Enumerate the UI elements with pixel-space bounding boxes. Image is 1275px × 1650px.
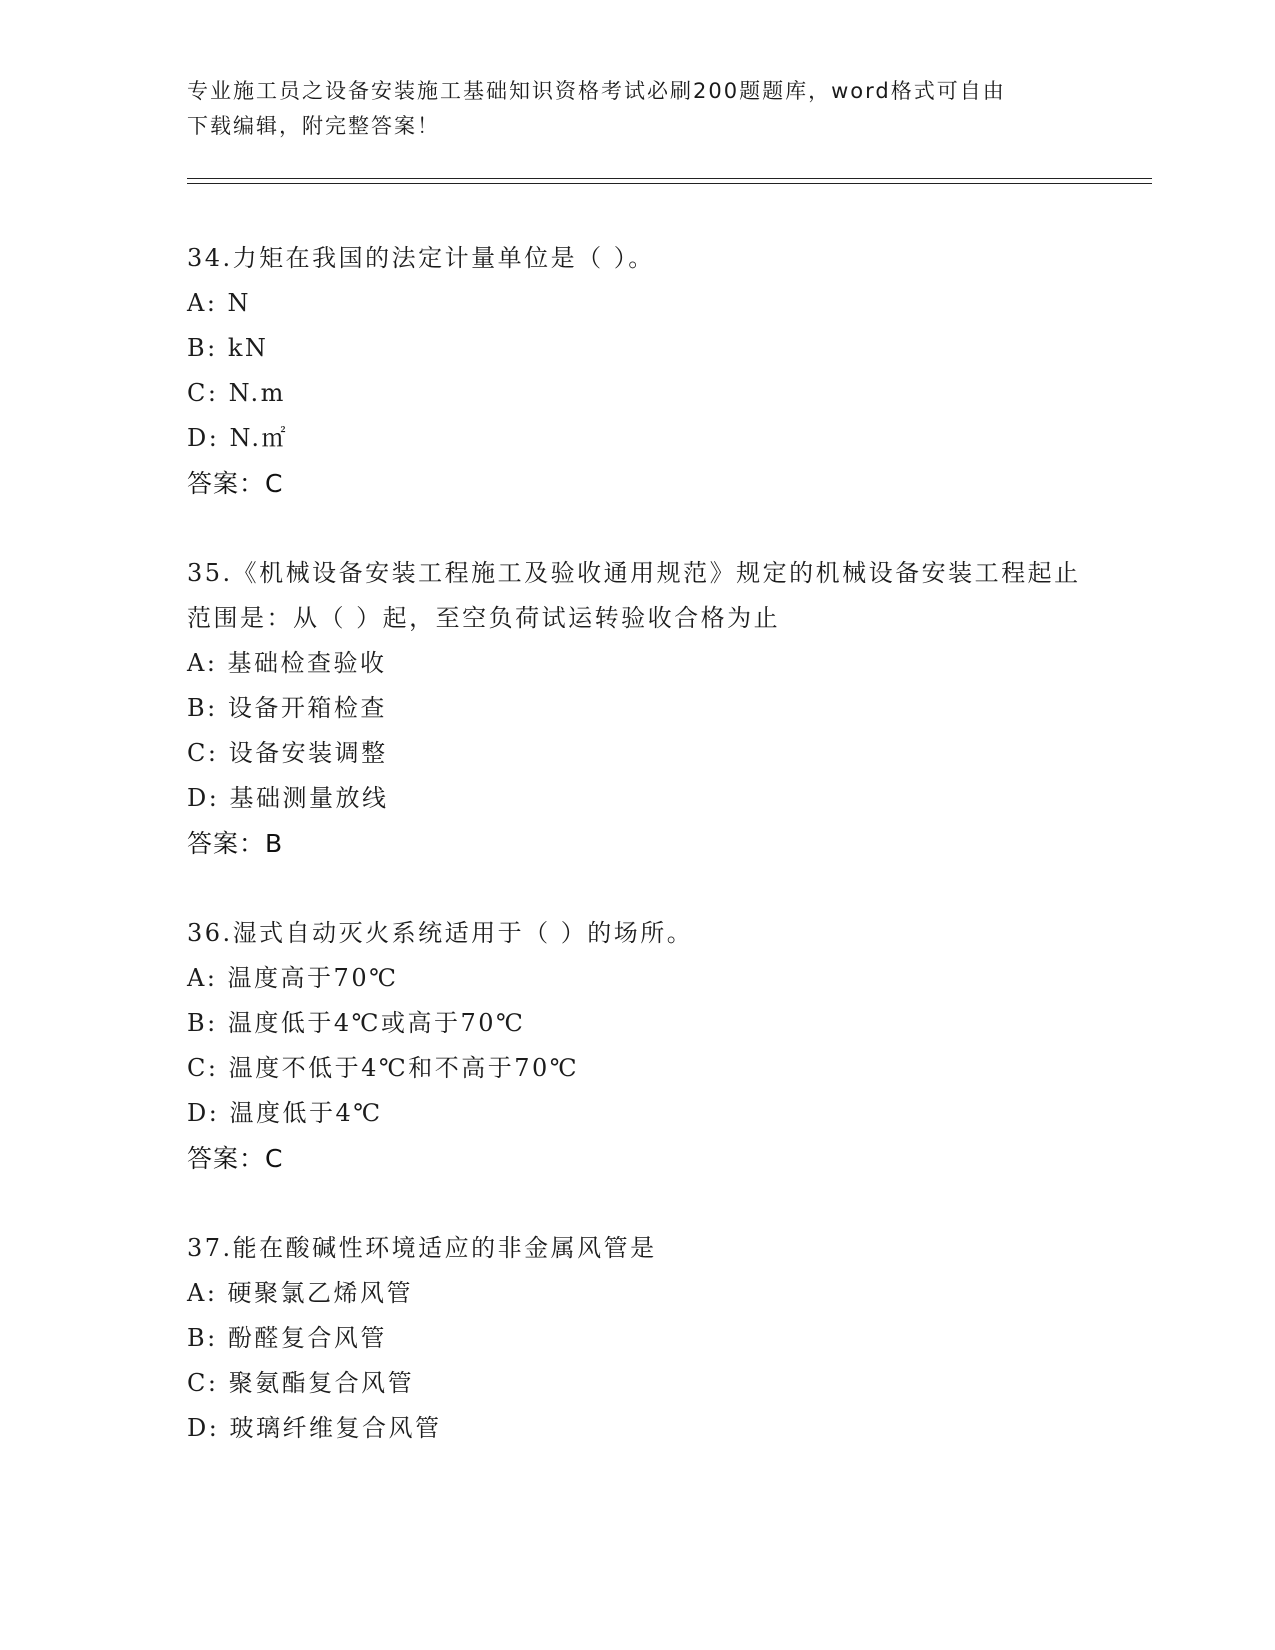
question-stem: 34.力矩在我国的法定计量单位是（ ）。 [187,244,655,272]
option-a: A: N [187,289,252,317]
option-a: A: 温度高于70℃ [187,964,399,992]
option-d: D: 基础测量放线 [187,784,389,812]
option-b: B: 酚醛复合风管 [187,1324,387,1352]
header-line-2: 下载编辑，附完整答案！ [187,114,440,138]
question-stem: 37.能在酸碱性环境适应的非金属风管是 [187,1234,657,1262]
option-d: D: 温度低于4℃ [187,1099,383,1127]
option-c: C: 设备安装调整 [187,739,388,767]
document-header [187,74,1087,144]
option-c: C: 温度不低于4℃和不高于70℃ [187,1054,580,1082]
header-divider-top [187,178,1152,179]
question-36 [187,911,1147,1182]
answer: 答案：B [187,829,284,858]
option-a: A: 基础检查验收 [187,649,387,677]
question-stem: 35.《机械设备安装工程施工及验收通用规范》规定的机械设备安装工程起止范围是：从（ ）起，至空负荷试运转验收合格为止 [187,559,1081,632]
question-stem: 36.湿式自动灭火系统适用于（ ）的场所。 [187,919,694,947]
option-d: D: 玻璃纤维复合风管 [187,1414,442,1442]
header-line-1: 专业施工员之设备安装施工基础知识资格考试必刷200题题库，word格式可自由 [187,79,1006,103]
option-b: B: 设备开箱检查 [187,694,387,722]
question-35 [187,551,1147,867]
header-divider-bottom [187,183,1152,184]
answer: 答案：C [187,1144,284,1173]
question-list [187,236,1147,1495]
option-c: C: 聚氨酯复合风管 [187,1369,415,1397]
option-c: C: N.m [187,379,286,407]
question-34 [187,236,1147,507]
option-b: B: kN [187,334,269,362]
question-37 [187,1226,1147,1451]
option-d: D: N.㎡ [187,424,289,452]
option-a: A: 硬聚氯乙烯风管 [187,1279,414,1307]
answer: 答案：C [187,469,284,498]
option-b: B: 温度低于4℃或高于70℃ [187,1009,526,1037]
